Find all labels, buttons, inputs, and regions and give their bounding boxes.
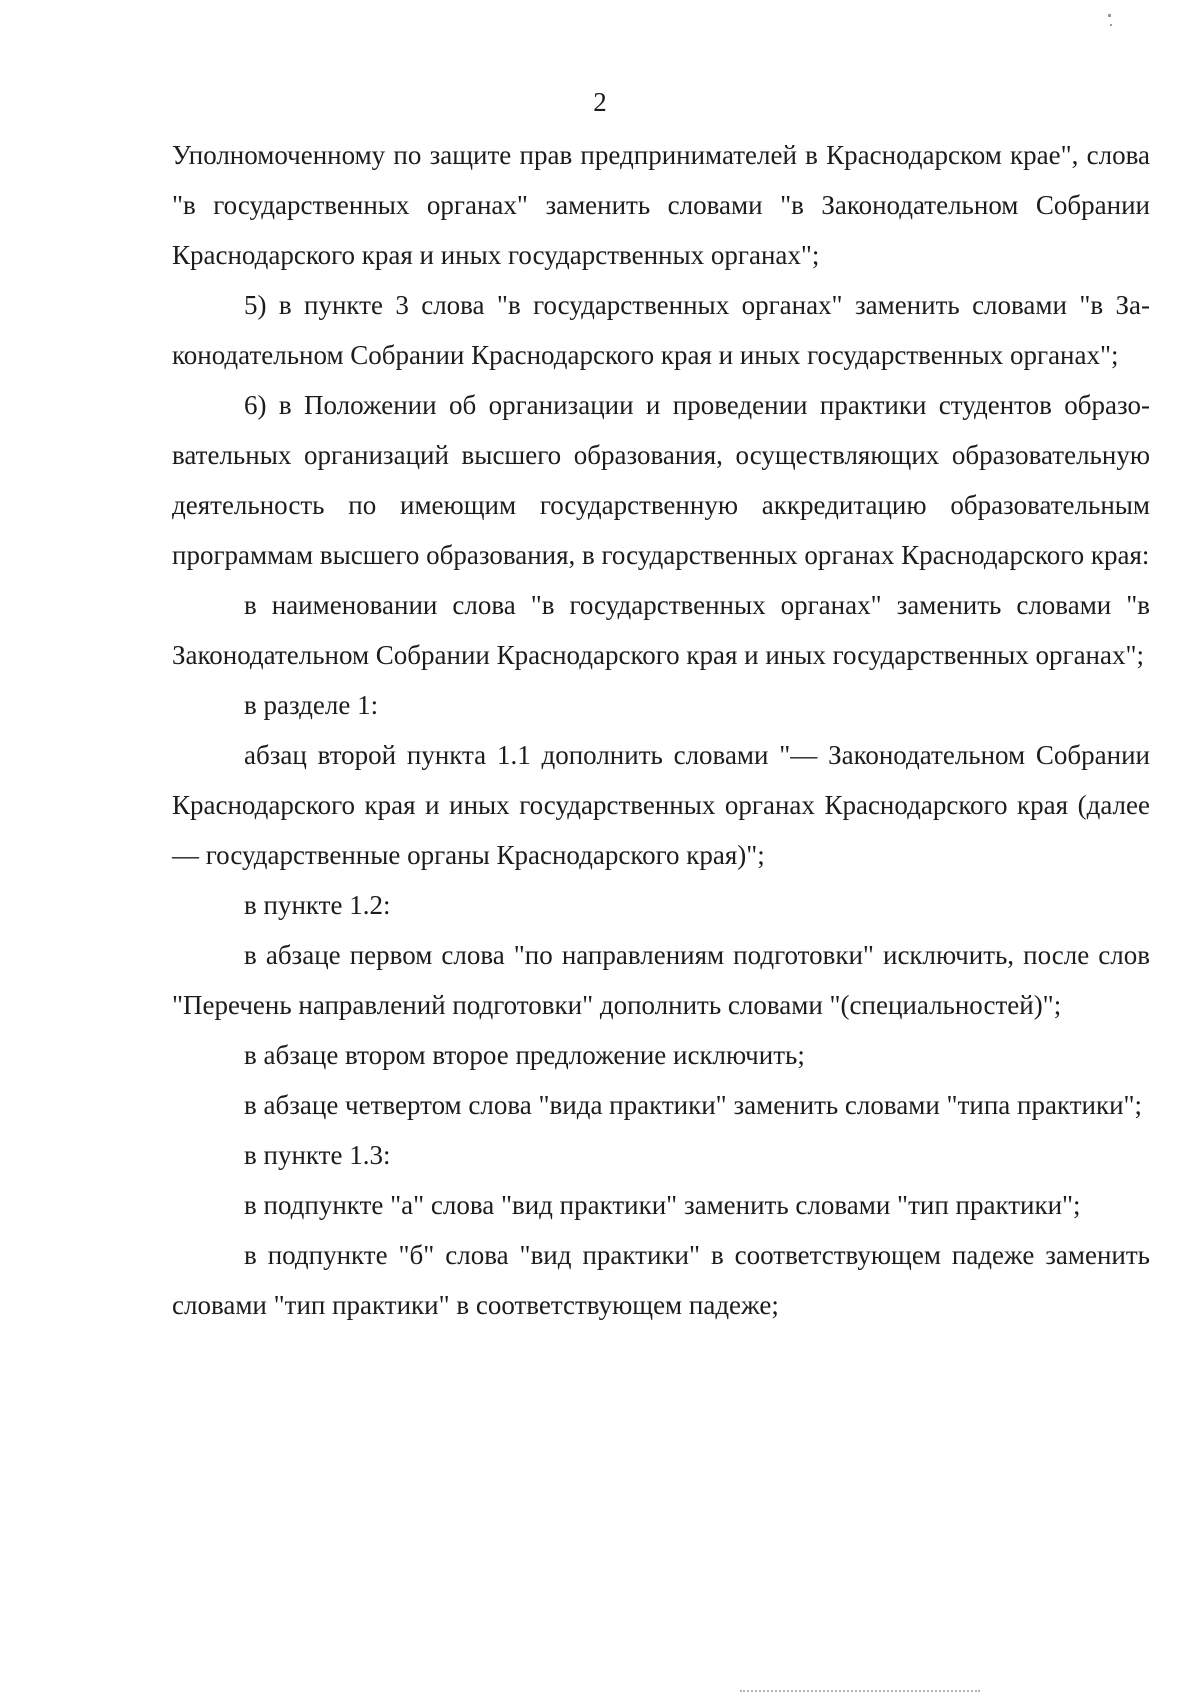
- document-body: [172, 130, 1150, 1330]
- paragraph: в наименовании слова "в государственных органах" заменить словами "в Законодательном Собрании Краснодарского края и иных государственных органах";: [172, 590, 1150, 670]
- paragraph: в абзаце четвертом слова "вида практики" заменить словами "типа практики";: [244, 1090, 1143, 1120]
- page-number: 2: [593, 87, 607, 117]
- paragraph: 6) в Положении об организации и проведении практики студентов образовательных организаций высшего образования, осуществляющих образовательную деятельность по имеющим государственную аккредитацию образовательным программам высшего образования, в государственных органах Краснодарского края:: [172, 390, 1150, 570]
- scan-speck: [1108, 14, 1111, 17]
- paragraph: абзац второй пункта 1.1 дополнить словами "— Законодательном Собрании Краснодарского края и иных государственных органах Краснодарского края (далее — государственные органы Краснодарского края)";: [172, 740, 1150, 870]
- paragraph: в абзаце первом слова "по направлениям подготовки" исключить, после слов "Перечень направлений подготовки" дополнить словами "(специальностей)";: [172, 940, 1150, 1020]
- paragraph: в разделе 1:: [244, 690, 379, 720]
- paragraph: Уполномоченному по защите прав предпринимателей в Краснодарском крае", слова "в государственных органах" заменить словами "в Законодательном Собрании Краснодарского края и иных государственных органах";: [172, 140, 1150, 270]
- paragraph: в абзаце втором второе предложение исключить;: [244, 1040, 805, 1070]
- paragraph: 5) в пункте 3 слова "в государственных органах" заменить словами "в Законодательном Собрании Краснодарского края и иных государственных органах";: [172, 290, 1150, 370]
- scan-speck: [1110, 24, 1112, 26]
- paragraph: в подпункте "б" слова "вид практики" в соответствующем падеже заменить словами "тип практики" в соответствующем падеже;: [172, 1240, 1150, 1320]
- paragraph: в пункте 1.3:: [244, 1140, 391, 1170]
- paragraph: в подпункте "а" слова "вид практики" заменить словами "тип практики";: [244, 1190, 1081, 1220]
- paragraph: в пункте 1.2:: [244, 890, 391, 920]
- scan-edge-mark: [740, 1690, 980, 1692]
